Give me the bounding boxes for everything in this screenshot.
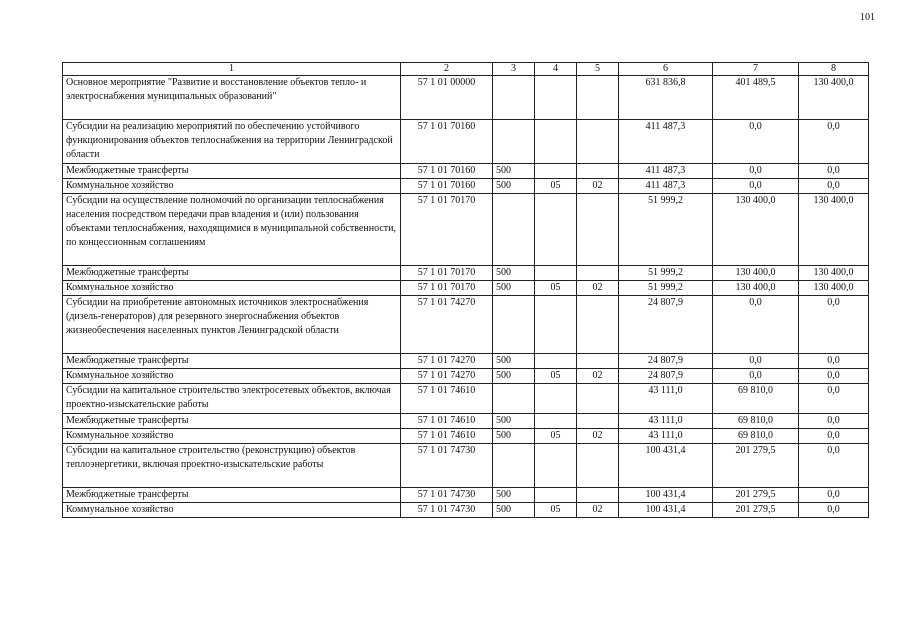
expense-type: 500	[493, 179, 535, 194]
target-code: 57 1 01 74730	[401, 488, 493, 503]
table-row	[63, 296, 869, 354]
section-code	[535, 444, 577, 488]
subsection-code	[577, 414, 619, 429]
amount-col-6: 411 487,3	[619, 179, 713, 194]
amount-col-8: 0,0	[799, 488, 869, 503]
target-code: 57 1 01 70170	[401, 281, 493, 296]
table-row	[63, 429, 869, 444]
table-row	[63, 444, 869, 488]
target-code: 57 1 01 74610	[401, 384, 493, 414]
expense-type: 500	[493, 429, 535, 444]
expense-type: 500	[493, 414, 535, 429]
amount-col-6: 24 807,9	[619, 296, 713, 354]
section-code	[535, 354, 577, 369]
amount-col-6: 411 487,3	[619, 120, 713, 164]
amount-col-8: 130 400,0	[799, 194, 869, 266]
target-code: 57 1 01 70160	[401, 120, 493, 164]
expense-type: 500	[493, 266, 535, 281]
section-code	[535, 266, 577, 281]
expense-type: 500	[493, 164, 535, 179]
amount-col-8: 0,0	[799, 369, 869, 384]
target-code: 57 1 01 74270	[401, 296, 493, 354]
subsection-code: 02	[577, 369, 619, 384]
table-row	[63, 384, 869, 414]
row-name: Субсидии на приобретение автономных источников электроснабжения (дизель-генераторов) для резервного энергоснабжения объектов жизнеобеспечения населенных пунктов Ленинградской области	[63, 296, 401, 354]
expense-type: 500	[493, 503, 535, 518]
amount-col-8: 0,0	[799, 354, 869, 369]
expense-type	[493, 384, 535, 414]
subsection-code	[577, 266, 619, 281]
amount-col-6: 100 431,4	[619, 503, 713, 518]
amount-col-8: 0,0	[799, 164, 869, 179]
target-code: 57 1 01 74730	[401, 503, 493, 518]
row-name: Субсидии на осуществление полномочий по организации теплоснабжения населения посредством передачи прав владения и (или) пользования объектами теплоснабжения, находящимися в муниципальной собственности, по концессионным соглашениям	[63, 194, 401, 266]
amount-col-8: 0,0	[799, 179, 869, 194]
section-code: 05	[535, 179, 577, 194]
row-name: Межбюджетные трансферты	[63, 266, 401, 281]
target-code: 57 1 01 70170	[401, 194, 493, 266]
amount-col-7: 69 810,0	[713, 429, 799, 444]
target-code: 57 1 01 74610	[401, 414, 493, 429]
row-name: Коммунальное хозяйство	[63, 369, 401, 384]
expense-type: 500	[493, 488, 535, 503]
target-code: 57 1 01 00000	[401, 76, 493, 120]
row-name: Основное мероприятие "Развитие и восстановление объектов тепло- и электроснабжения муниципальных образований"	[63, 76, 401, 120]
expense-type	[493, 76, 535, 120]
amount-col-6: 411 487,3	[619, 164, 713, 179]
target-code: 57 1 01 74270	[401, 354, 493, 369]
table-row	[63, 120, 869, 164]
amount-col-6: 100 431,4	[619, 488, 713, 503]
row-name: Субсидии на реализацию мероприятий по обеспечению устойчивого функционирования объектов теплоснабжения на территории Ленинградской области	[63, 120, 401, 164]
amount-col-7: 0,0	[713, 296, 799, 354]
amount-col-7: 401 489,5	[713, 76, 799, 120]
table-row	[63, 369, 869, 384]
section-code: 05	[535, 503, 577, 518]
row-name: Коммунальное хозяйство	[63, 429, 401, 444]
row-name: Межбюджетные трансферты	[63, 414, 401, 429]
amount-col-6: 43 111,0	[619, 414, 713, 429]
amount-col-7: 0,0	[713, 369, 799, 384]
subsection-code	[577, 384, 619, 414]
subsection-code	[577, 354, 619, 369]
amount-col-7: 201 279,5	[713, 444, 799, 488]
subsection-code	[577, 194, 619, 266]
amount-col-8: 0,0	[799, 414, 869, 429]
amount-col-8: 0,0	[799, 503, 869, 518]
amount-col-6: 51 999,2	[619, 281, 713, 296]
header-cell: 7	[713, 63, 799, 76]
amount-col-6: 631 836,8	[619, 76, 713, 120]
table-row	[63, 194, 869, 266]
section-code	[535, 164, 577, 179]
row-name: Коммунальное хозяйство	[63, 281, 401, 296]
amount-col-7: 0,0	[713, 179, 799, 194]
amount-col-8: 0,0	[799, 444, 869, 488]
subsection-code	[577, 488, 619, 503]
target-code: 57 1 01 70170	[401, 266, 493, 281]
amount-col-8: 130 400,0	[799, 281, 869, 296]
row-name: Субсидии на капитальное строительство электросетевых объектов, включая проектно-изыскательские работы	[63, 384, 401, 414]
section-code	[535, 194, 577, 266]
expense-type: 500	[493, 369, 535, 384]
row-name: Межбюджетные трансферты	[63, 164, 401, 179]
section-code: 05	[535, 429, 577, 444]
amount-col-8: 0,0	[799, 429, 869, 444]
section-code	[535, 120, 577, 164]
expense-type: 500	[493, 354, 535, 369]
row-name: Коммунальное хозяйство	[63, 503, 401, 518]
amount-col-6: 43 111,0	[619, 429, 713, 444]
row-name: Субсидии на капитальное строительство (реконструкцию) объектов теплоэнергетики, включая проектно-изыскательские работы	[63, 444, 401, 488]
amount-col-6: 51 999,2	[619, 194, 713, 266]
header-cell: 6	[619, 63, 713, 76]
subsection-code	[577, 444, 619, 488]
expense-type	[493, 194, 535, 266]
row-name: Коммунальное хозяйство	[63, 179, 401, 194]
table-row	[63, 488, 869, 503]
amount-col-6: 24 807,9	[619, 354, 713, 369]
amount-col-8: 0,0	[799, 296, 869, 354]
subsection-code: 02	[577, 281, 619, 296]
header-row	[63, 63, 869, 76]
amount-col-7: 0,0	[713, 354, 799, 369]
target-code: 57 1 01 70160	[401, 164, 493, 179]
header-cell: 4	[535, 63, 577, 76]
table-row	[63, 164, 869, 179]
amount-col-6: 51 999,2	[619, 266, 713, 281]
expense-type	[493, 120, 535, 164]
section-code: 05	[535, 369, 577, 384]
row-name: Межбюджетные трансферты	[63, 354, 401, 369]
subsection-code: 02	[577, 503, 619, 518]
amount-col-8: 0,0	[799, 384, 869, 414]
table-row	[63, 179, 869, 194]
expense-type	[493, 296, 535, 354]
amount-col-7: 69 810,0	[713, 414, 799, 429]
page-number: 101	[860, 12, 875, 23]
amount-col-7: 130 400,0	[713, 194, 799, 266]
amount-col-7: 69 810,0	[713, 384, 799, 414]
section-code	[535, 384, 577, 414]
section-code: 05	[535, 281, 577, 296]
target-code: 57 1 01 74270	[401, 369, 493, 384]
table-row	[63, 266, 869, 281]
amount-col-7: 0,0	[713, 120, 799, 164]
section-code	[535, 414, 577, 429]
section-code	[535, 76, 577, 120]
amount-col-6: 43 111,0	[619, 384, 713, 414]
header-cell: 8	[799, 63, 869, 76]
section-code	[535, 296, 577, 354]
row-name: Межбюджетные трансферты	[63, 488, 401, 503]
amount-col-7: 130 400,0	[713, 281, 799, 296]
subsection-code	[577, 120, 619, 164]
table-row	[63, 76, 869, 120]
subsection-code	[577, 164, 619, 179]
table-row	[63, 414, 869, 429]
subsection-code: 02	[577, 429, 619, 444]
subsection-code	[577, 296, 619, 354]
table-row	[63, 503, 869, 518]
amount-col-7: 0,0	[713, 164, 799, 179]
expense-type: 500	[493, 281, 535, 296]
subsection-code: 02	[577, 179, 619, 194]
amount-col-7: 201 279,5	[713, 488, 799, 503]
target-code: 57 1 01 70160	[401, 179, 493, 194]
amount-col-8: 0,0	[799, 120, 869, 164]
table-row	[63, 354, 869, 369]
section-code	[535, 488, 577, 503]
header-cell: 5	[577, 63, 619, 76]
header-cell: 2	[401, 63, 493, 76]
amount-col-7: 130 400,0	[713, 266, 799, 281]
amount-col-7: 201 279,5	[713, 503, 799, 518]
amount-col-6: 100 431,4	[619, 444, 713, 488]
subsection-code	[577, 76, 619, 120]
expense-type	[493, 444, 535, 488]
target-code: 57 1 01 74730	[401, 444, 493, 488]
header-cell: 3	[493, 63, 535, 76]
amount-col-6: 24 807,9	[619, 369, 713, 384]
table-row	[63, 281, 869, 296]
amount-col-8: 130 400,0	[799, 76, 869, 120]
target-code: 57 1 01 74610	[401, 429, 493, 444]
header-cell: 1	[63, 63, 401, 76]
budget-table	[62, 62, 869, 518]
amount-col-8: 130 400,0	[799, 266, 869, 281]
